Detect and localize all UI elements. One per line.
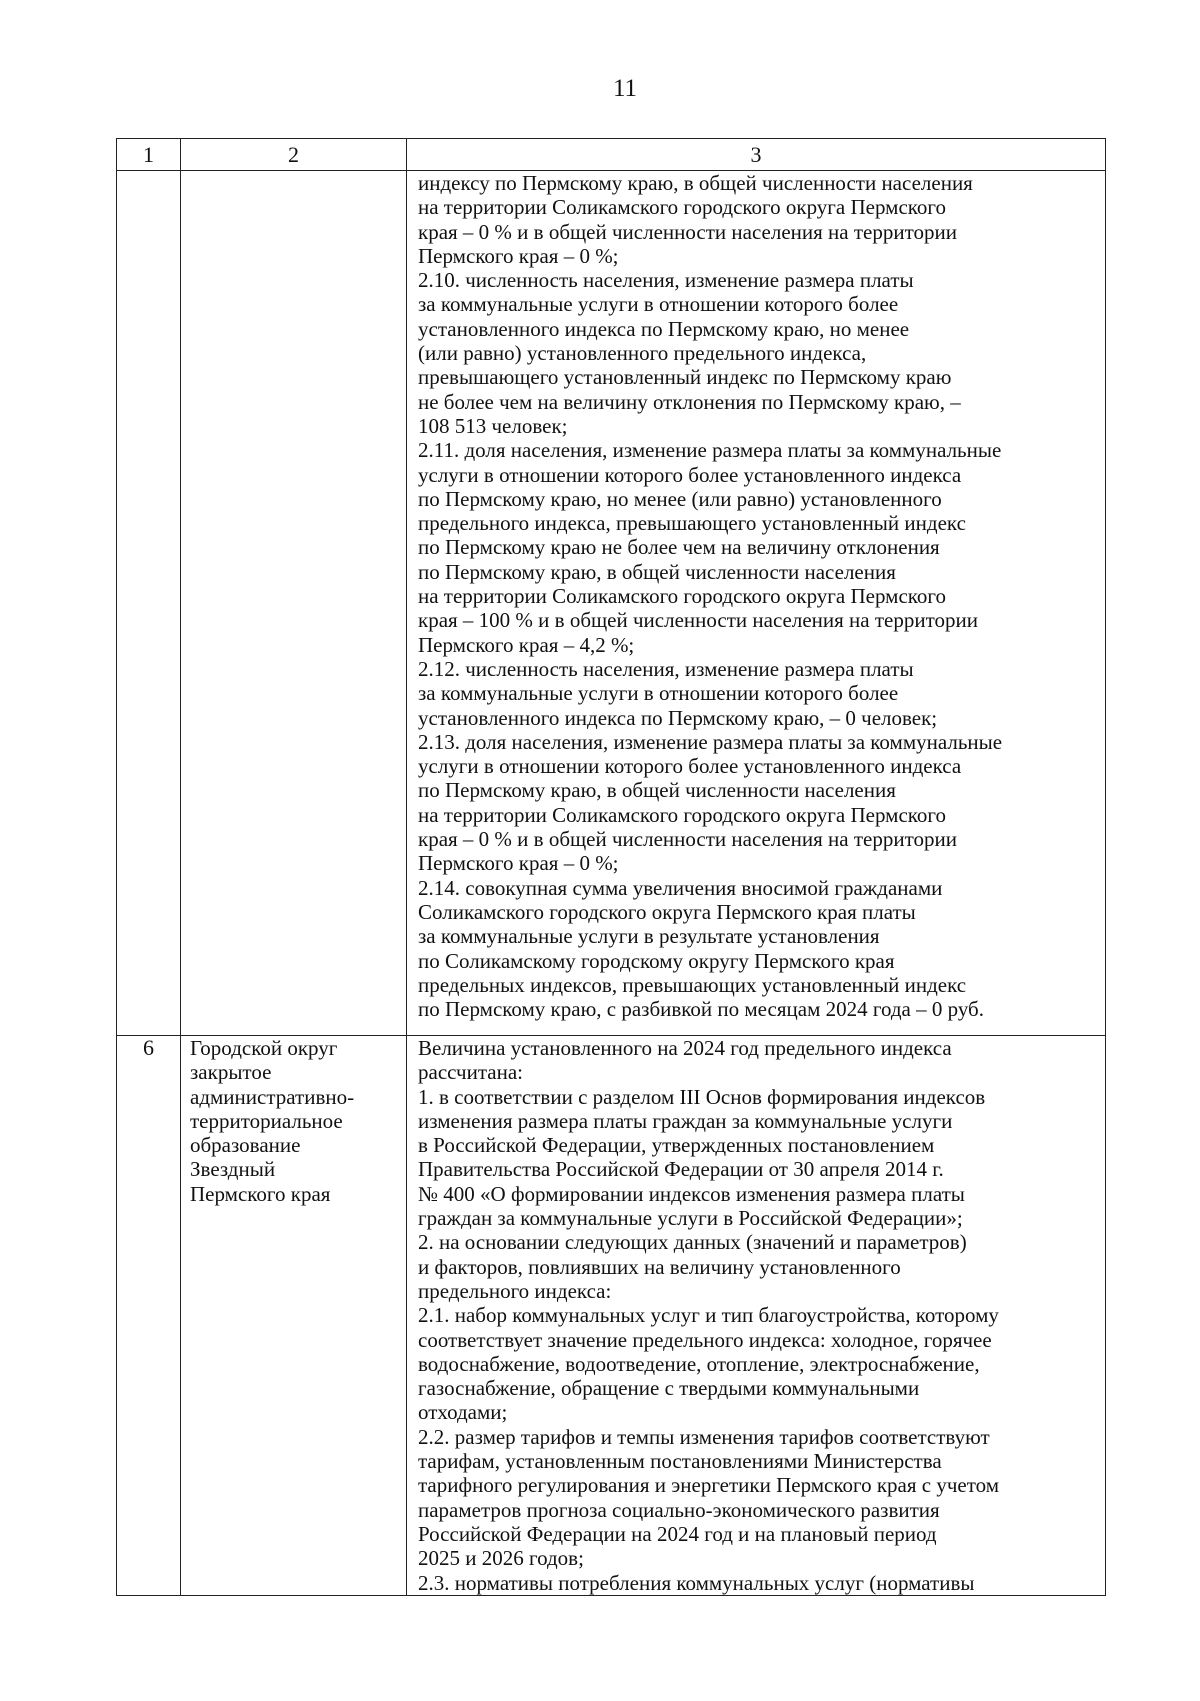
description-cell xyxy=(407,1036,1106,1596)
text-line: тарифного регулирования и энергетики Пермского края с учетом xyxy=(418,1473,1000,1498)
text-line: по Пермскому краю, с разбивкой по месяцам 2024 года – 0 руб. xyxy=(418,997,984,1022)
text-line: услуги в отношении которого более установленного индекса xyxy=(418,754,962,779)
text-line: газоснабжение, обращение с твердыми коммунальными xyxy=(418,1376,920,1401)
text-line: (или равно) установленного предельного индекса, xyxy=(418,341,867,366)
text-line: по Пермскому краю, но менее (или равно) установленного xyxy=(418,486,942,511)
header-cell-2: 2 xyxy=(181,139,407,171)
text-line: за коммунальные услуги в отношении которого более xyxy=(418,681,899,706)
row-number-cell: 6 xyxy=(117,1036,181,1596)
text-line: 2.12. численность населения, изменение размера платы xyxy=(418,656,914,681)
text-line: услуги в отношении которого более установленного индекса xyxy=(418,462,962,487)
subject-line: Звездный xyxy=(190,1157,276,1182)
row-number-cell xyxy=(117,171,181,1036)
text-line: края – 100 % и в общей численности населения на территории xyxy=(418,608,978,633)
page-number: 11 xyxy=(612,75,638,102)
text-line: Российской Федерации на 2024 год и на плановый период xyxy=(418,1521,937,1546)
text-line: 2.3. нормативы потребления коммунальных услуг (нормативы xyxy=(418,1570,975,1595)
text-line: Пермского края – 0 %; xyxy=(418,851,619,876)
text-line: края – 0 % и в общей численности населения на территории xyxy=(418,219,957,244)
subject-cell xyxy=(181,171,407,1036)
text-line: 2. на основании следующих данных (значений и параметров) xyxy=(418,1230,967,1255)
text-line: установленного индекса по Пермскому краю, – 0 человек; xyxy=(418,705,938,730)
text-line: Правительства Российской Федерации от 30 апреля 2014 г. xyxy=(418,1157,944,1182)
text-line: водоснабжение, водоотведение, отопление, электроснабжение, xyxy=(418,1351,980,1376)
text-line: соответствует значение предельного индекса: холодное, горячее xyxy=(418,1327,992,1352)
text-line: за коммунальные услуги в результате установления xyxy=(418,924,880,949)
document-table xyxy=(116,138,1106,1596)
text-line: на территории Соликамского городского округа Пермского xyxy=(418,584,946,609)
text-line: превышающего установленный индекс по Пермскому краю xyxy=(418,365,952,390)
text-line: за коммунальные услуги в отношении которого более xyxy=(418,292,899,317)
text-line: граждан за коммунальные услуги в Российской Федерации»; xyxy=(418,1206,963,1231)
header-cell-1: 1 xyxy=(117,139,181,171)
text-line: по Пермскому краю, в общей численности населения xyxy=(418,559,896,584)
text-line: по Пермскому краю, в общей численности населения xyxy=(418,778,896,803)
text-line: предельных индексов, превышающих установленный индекс xyxy=(418,972,967,997)
text-line: 2.2. размер тарифов и темпы изменения тарифов соответствуют xyxy=(418,1424,990,1449)
subject-cell xyxy=(181,1036,407,1596)
text-line: Величина установленного на 2024 год предельного индекса xyxy=(418,1036,952,1060)
subject-line: территориальное xyxy=(190,1108,343,1133)
text-line: Пермского края – 4,2 %; xyxy=(418,632,635,657)
text-line: изменения размера платы граждан за коммунальные услуги xyxy=(418,1108,953,1133)
text-line: в Российской Федерации, утвержденных постановлением xyxy=(418,1133,935,1158)
text-line: 2025 и 2026 годов; xyxy=(418,1546,584,1571)
text-line: Соликамского городского округа Пермского края платы xyxy=(418,899,916,924)
header-cell-3: 3 xyxy=(407,139,1106,171)
text-line: по Пермскому краю не более чем на величину отклонения xyxy=(418,535,940,560)
text-line: предельного индекса: xyxy=(418,1278,612,1303)
subject-line: Городской округ xyxy=(190,1036,338,1060)
text-line: 1. в соответствии с разделом III Основ формирования индексов xyxy=(418,1084,986,1109)
text-line: 2.10. численность населения, изменение размера платы xyxy=(418,268,914,293)
text-line: и факторов, повлиявших на величину установленного xyxy=(418,1254,901,1279)
table-row xyxy=(117,171,1106,1036)
subject-line: закрытое xyxy=(190,1060,272,1085)
text-line: 2.14. совокупная сумма увеличения вносимой гражданами xyxy=(418,875,943,900)
text-line: предельного индекса, превышающего установленный индекс xyxy=(418,511,966,536)
text-line: 108 513 человек; xyxy=(418,413,568,438)
text-line: отходами; xyxy=(418,1400,508,1425)
text-line: тарифам, установленным постановлениями Министерства xyxy=(418,1449,942,1474)
subject-line: Пермского края xyxy=(190,1181,331,1206)
text-line: на территории Соликамского городского округа Пермского xyxy=(418,802,946,827)
text-line: параметров прогноза социально-экономического развития xyxy=(418,1497,940,1522)
text-line: установленного индекса по Пермскому краю, но менее xyxy=(418,316,910,341)
text-line: индексу по Пермскому краю, в общей численности населения xyxy=(418,171,973,195)
text-line: Пермского края – 0 %; xyxy=(418,243,619,268)
description-cell xyxy=(407,171,1106,1036)
text-line: не более чем на величину отклонения по Пермскому краю, – xyxy=(418,389,961,414)
table-row xyxy=(117,1036,1106,1596)
text-line: 2.1. набор коммунальных услуг и тип благоустройства, которому xyxy=(418,1303,999,1328)
text-line: по Соликамскому городскому округу Пермского края xyxy=(418,948,895,973)
text-line: 2.11. доля населения, изменение размера платы за коммунальные xyxy=(418,438,1002,463)
text-line: на территории Соликамского городского округа Пермского xyxy=(418,195,946,220)
text-line: края – 0 % и в общей численности населения на территории xyxy=(418,827,957,852)
subject-line: образование xyxy=(190,1133,301,1158)
text-line: рассчитана: xyxy=(418,1060,523,1085)
subject-line: административно- xyxy=(190,1084,355,1109)
text-line: № 400 «О формировании индексов изменения размера платы xyxy=(418,1181,965,1206)
text-line: 2.13. доля населения, изменение размера платы за коммунальные xyxy=(418,729,1003,754)
table-header-row xyxy=(117,139,1106,171)
